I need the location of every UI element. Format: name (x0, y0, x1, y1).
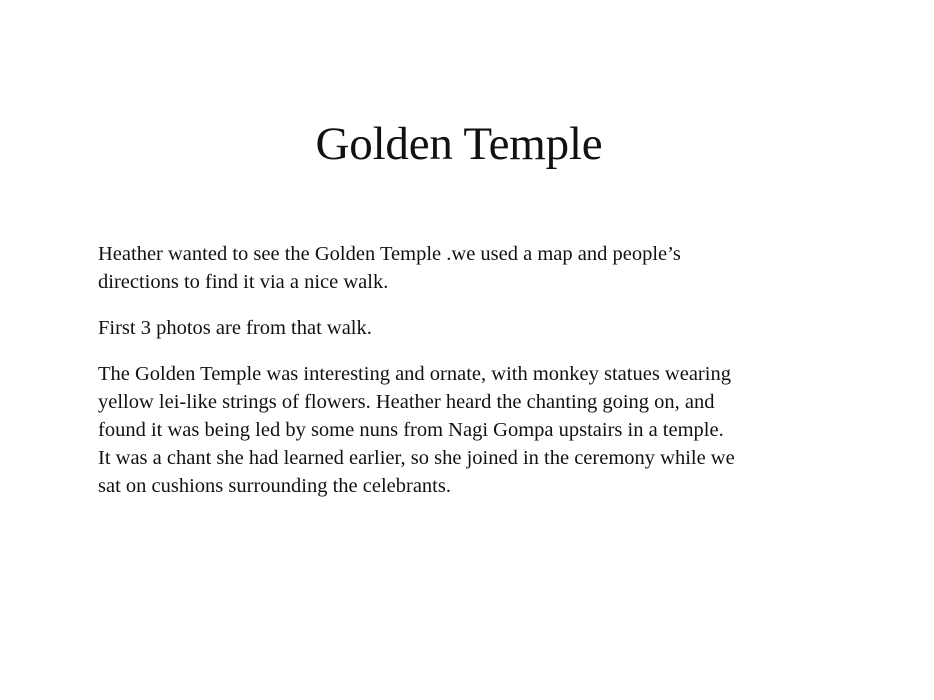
paragraph-temple-description: The Golden Temple was interesting and ornate, with monkey statues wearing yellow lei-like strings of flowers. Heather heard the chanting going on, and found it was being led by some nuns from Nagi Gompa upstairs in a temple. It was a chant she had learned earlier, so she joined in the ceremony while we sat on cushions surrounding the celebrants. (98, 363, 735, 497)
paragraph-intro: Heather wanted to see the Golden Temple .we used a map and people’s directions to find it via a nice walk. (98, 243, 681, 293)
paragraph-photos-note: First 3 photos are from that walk. (98, 317, 372, 339)
document-body (98, 240, 838, 518)
page-title: Golden Temple (315, 118, 603, 170)
